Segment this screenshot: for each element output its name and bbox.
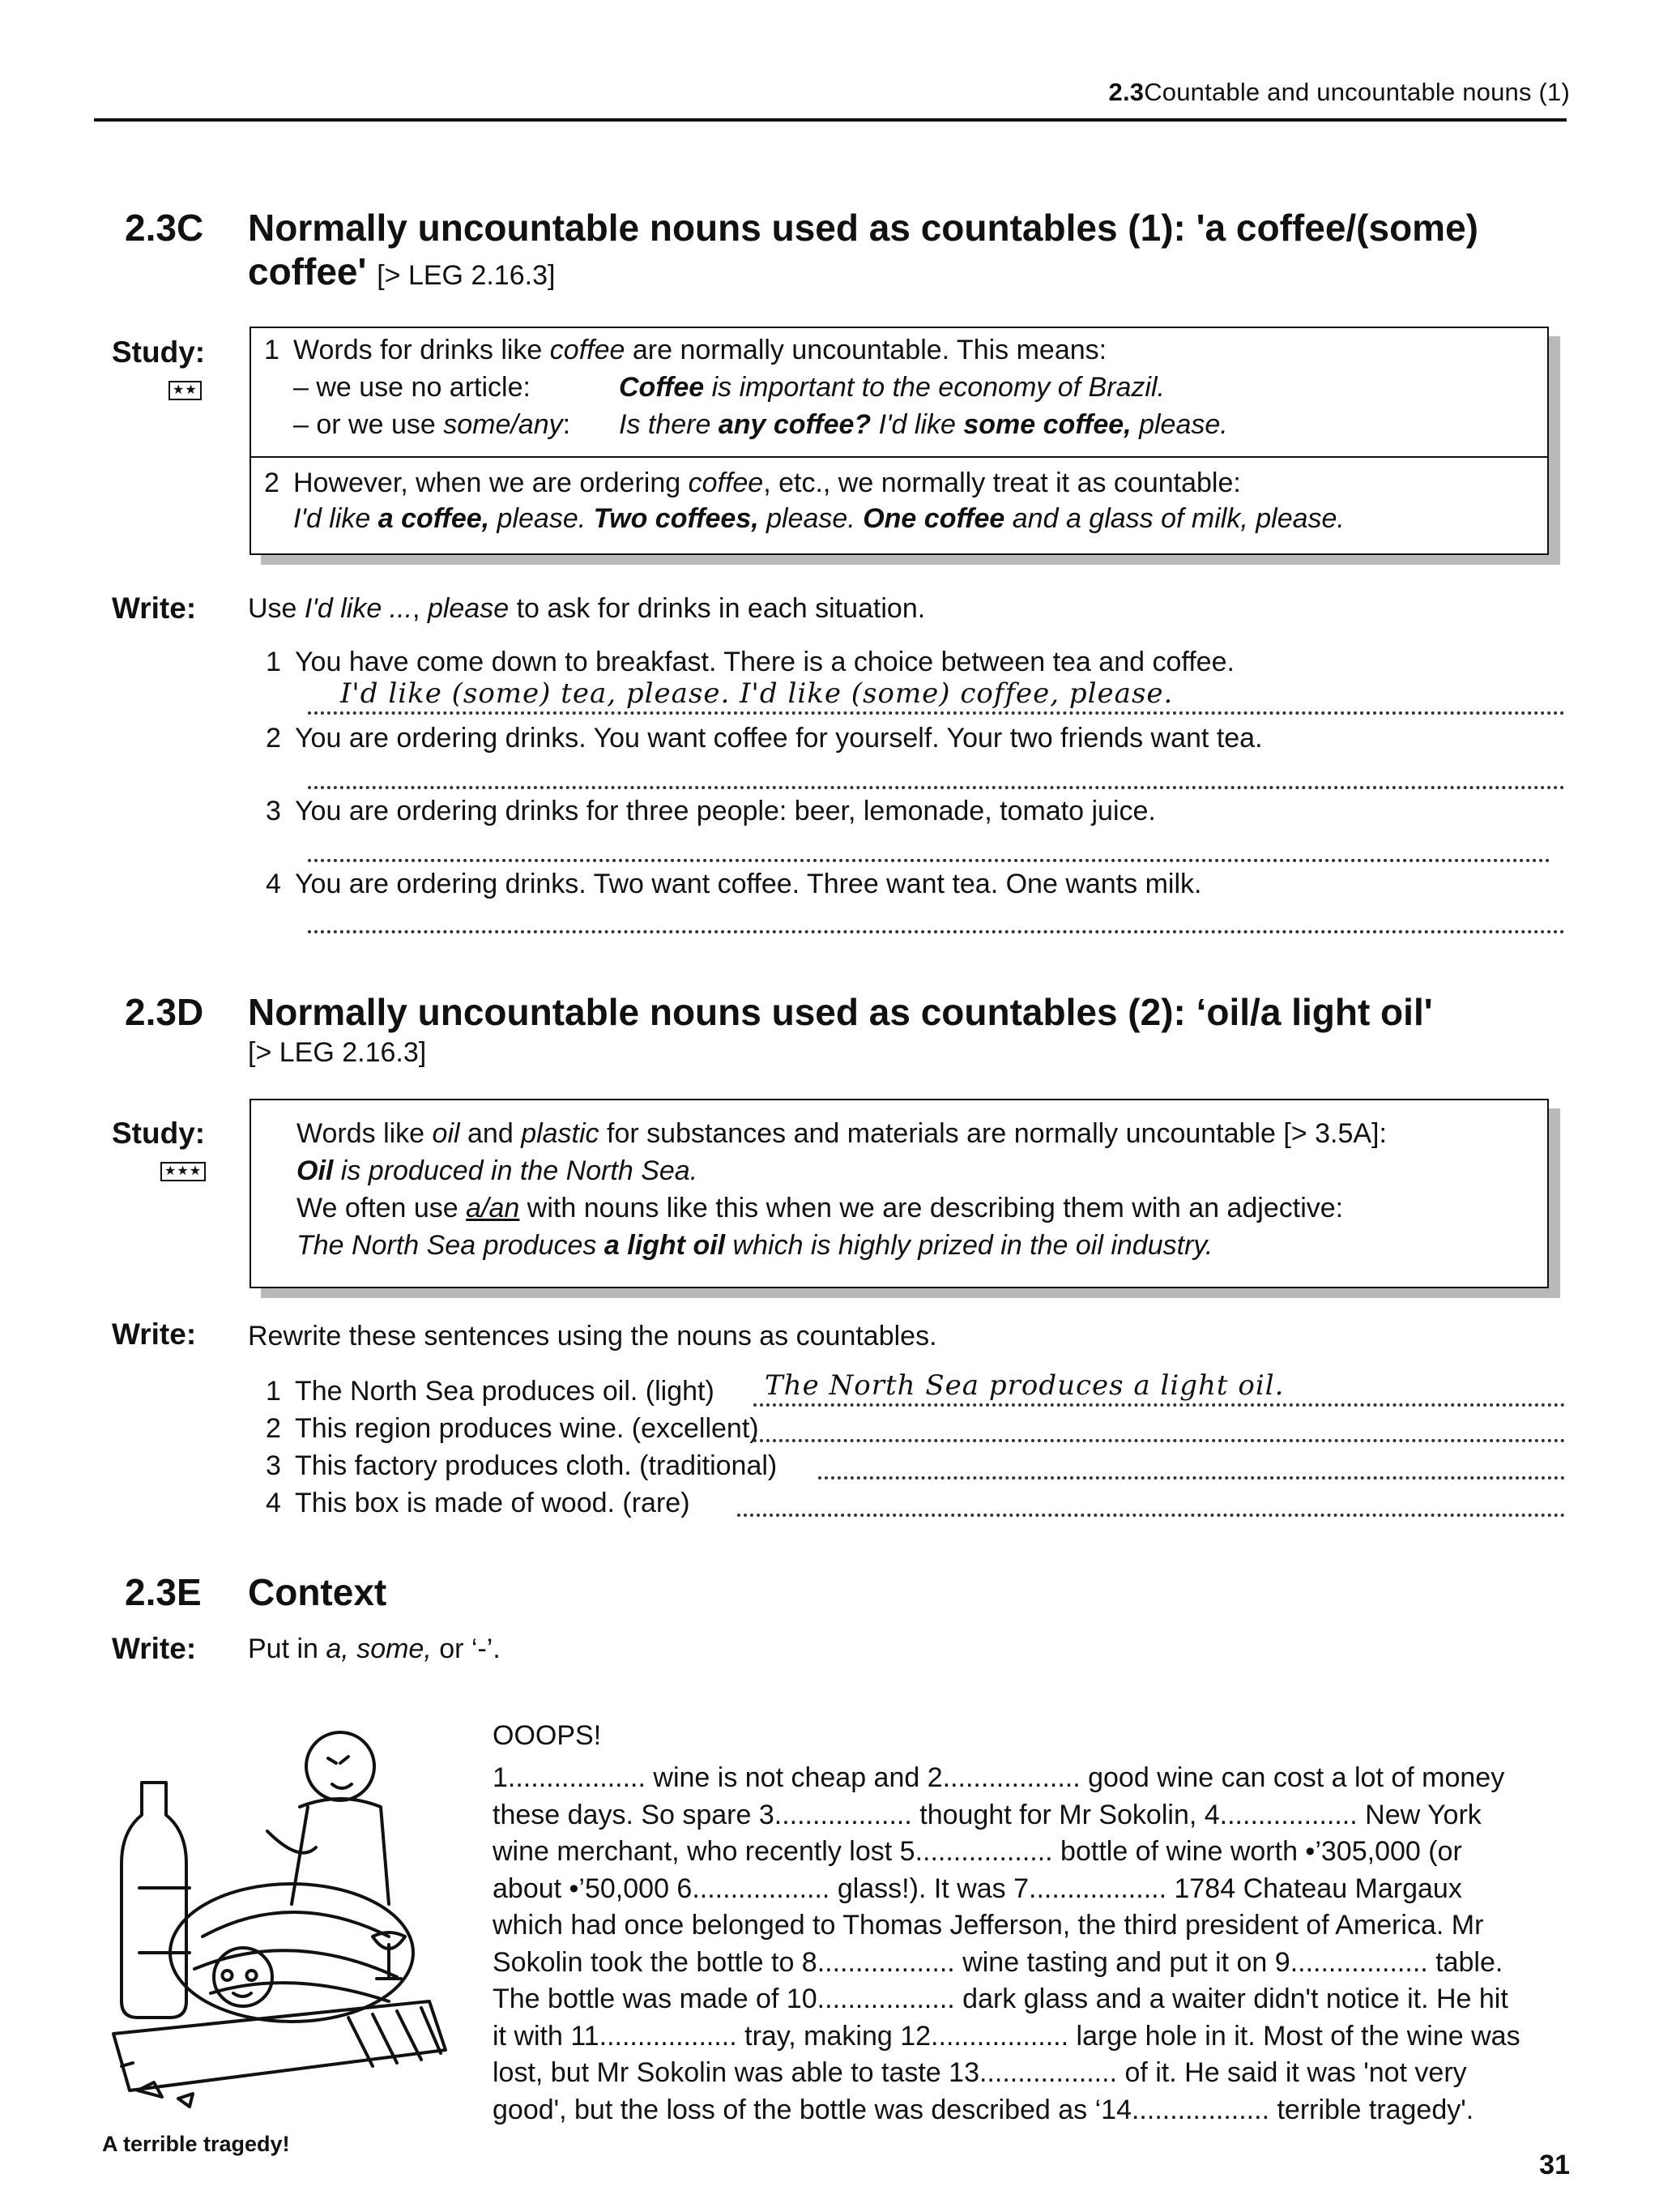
study-c-line-1: 1 Words for drinks like coffee are normally uncountable. This means: bbox=[264, 335, 1107, 365]
instruction-d: Rewrite these sentences using the nouns as countables. bbox=[248, 1321, 937, 1352]
story-line: it with 11.................. tray, making 12.................. large hole in it. Most of the wine was bbox=[493, 2020, 1520, 2052]
section-title-d: Normally uncountable nouns used as countables (2): ‘oil/a light oil' bbox=[248, 991, 1433, 1033]
instruction-e: Put in a, some, or ‘-’. bbox=[248, 1633, 501, 1664]
section-ref-d: [> LEG 2.16.3] bbox=[248, 1037, 427, 1068]
write-label-c: Write: bbox=[112, 591, 197, 625]
study-c-line-3: – or we use some/any: Is there any coffee? I'd like some coffee, please. bbox=[293, 409, 1228, 440]
exercise-c-item-1: 1 You have come down to breakfast. There is a choice between tea and coffee. bbox=[266, 647, 1235, 677]
study-label-d: Study: bbox=[112, 1117, 206, 1150]
instruction-c: Use I'd like ..., please to ask for drinks in each situation. bbox=[248, 593, 926, 624]
running-head-section: 2.3 bbox=[1108, 78, 1145, 106]
handwritten-answer-d-1: The North Sea produces a light oil. bbox=[765, 1369, 1285, 1402]
waiter-head-icon bbox=[306, 1732, 374, 1800]
story-line: about •’50,000 6.................. glass!). It was 7.................. 1784 Chateau Margaux bbox=[493, 1873, 1462, 1904]
handwritten-answer-c-1: I'd like (some) tea, please. I'd like (some) coffee, please. bbox=[340, 677, 1174, 710]
exercise-d-item-1: 1 The North Sea produces oil. (light) bbox=[266, 1376, 714, 1407]
difficulty-stars-c: ★★ bbox=[168, 381, 202, 400]
write-label-e: Write: bbox=[112, 1632, 197, 1665]
exercise-c-item-4: 4 You are ordering drinks. Two want coffee. Three want tea. One wants milk. bbox=[266, 869, 1202, 899]
section-title-c bbox=[248, 206, 1576, 297]
study-d-line-1: Words like oil and plastic for substances and materials are normally uncountable [> 3.5A]: bbox=[296, 1118, 1387, 1149]
study-label-c: Study: bbox=[112, 335, 206, 369]
answer-line-c-2[interactable] bbox=[308, 786, 1565, 789]
study-d-line-3: We often use a/an with nouns like this when we are describing them with an adjective: bbox=[296, 1193, 1344, 1223]
story-line: these days. So spare 3.................. thought for Mr Sokolin, 4.................. New York bbox=[493, 1799, 1482, 1830]
story-line: which had once belonged to Thomas Jefferson, the third president of America. Mr bbox=[493, 1910, 1484, 1941]
page-number: 31 bbox=[1539, 2150, 1570, 2180]
answer-line-c-3[interactable] bbox=[308, 859, 1550, 862]
story-line: Sokolin took the bottle to 8.................. wine tasting and put it on 9.................. table. bbox=[493, 1946, 1503, 1978]
answer-line-c-4[interactable] bbox=[308, 930, 1565, 933]
exercise-c-item-3: 3 You are ordering drinks for three people: beer, lemonade, tomato juice. bbox=[266, 796, 1156, 826]
study-d-line-2: Oil is produced in the North Sea. bbox=[296, 1155, 698, 1186]
study-c-line-5: I'd like a coffee, please. Two coffees, please. One coffee and a glass of milk, please. bbox=[293, 503, 1345, 534]
section-number-c: 2.3C bbox=[125, 207, 204, 249]
header-rule bbox=[94, 118, 1567, 122]
answer-line-d-2[interactable] bbox=[753, 1439, 1565, 1442]
story-line: 1.................. wine is not cheap and 2.................. good wine can cost a lot of money bbox=[493, 1762, 1505, 1793]
table-icon bbox=[113, 2001, 446, 2090]
story-line: wine merchant, who recently lost 5.................. bottle of wine worth •’305,000 (or bbox=[493, 1836, 1462, 1867]
exercise-d-item-2: 2 This region produces wine. (excellent) bbox=[266, 1413, 759, 1444]
wine-bottle-icon bbox=[122, 1783, 186, 2018]
section-ref-c: [> LEG 2.16.3] bbox=[377, 260, 556, 291]
study-c-line-2: – we use no article: Coffee is important to the economy of Brazil. bbox=[293, 372, 1165, 403]
section-number-e: 2.3E bbox=[125, 1571, 202, 1613]
answer-line-c-1[interactable] bbox=[308, 711, 1565, 715]
study-box-c bbox=[249, 327, 1549, 555]
section-number-d: 2.3D bbox=[125, 991, 204, 1033]
story-title: OOOPS! bbox=[493, 1720, 602, 1751]
cartoon-illustration bbox=[105, 1710, 462, 2115]
exercise-d-item-4: 4 This box is made of wood. (rare) bbox=[266, 1488, 690, 1518]
write-label-d: Write: bbox=[112, 1317, 197, 1351]
running-head-title: Countable and uncountable nouns (1) bbox=[1144, 78, 1570, 106]
exercise-c-item-2: 2 You are ordering drinks. You want coffee for yourself. Your two friends want tea. bbox=[266, 723, 1263, 754]
story-line: lost, but Mr Sokolin was able to taste 13.................. of it. He said it was 'not very bbox=[493, 2057, 1467, 2088]
study-c-line-4: 2 However, when we are ordering coffee, etc., we normally treat it as countable: bbox=[251, 456, 1547, 499]
answer-line-d-1[interactable] bbox=[753, 1403, 1565, 1407]
story-line: good', but the loss of the bottle was described as ‘14.................. terrible tragedy'. bbox=[493, 2094, 1474, 2125]
difficulty-stars-d: ★★★ bbox=[160, 1162, 206, 1181]
running-head bbox=[1109, 78, 1570, 107]
section-title-c-text: Normally uncountable nouns used as countables (1): 'a coffee/(some) coffee' bbox=[248, 207, 1478, 293]
study-d-line-4: The North Sea produces a light oil which is highly prized in the oil industry. bbox=[296, 1230, 1213, 1261]
story-paragraph bbox=[493, 1760, 1578, 2129]
exercise-d-item-3: 3 This factory produces cloth. (traditional) bbox=[266, 1450, 778, 1481]
story-line: The bottle was made of 10.................. dark glass and a waiter didn't notice it. He hit bbox=[493, 1984, 1508, 2014]
study-box-d bbox=[249, 1099, 1549, 1288]
answer-line-d-4[interactable] bbox=[737, 1514, 1565, 1517]
illustration-caption: A terrible tragedy! bbox=[102, 2132, 290, 2156]
section-title-e: Context bbox=[248, 1571, 387, 1613]
answer-line-d-3[interactable] bbox=[818, 1476, 1565, 1480]
